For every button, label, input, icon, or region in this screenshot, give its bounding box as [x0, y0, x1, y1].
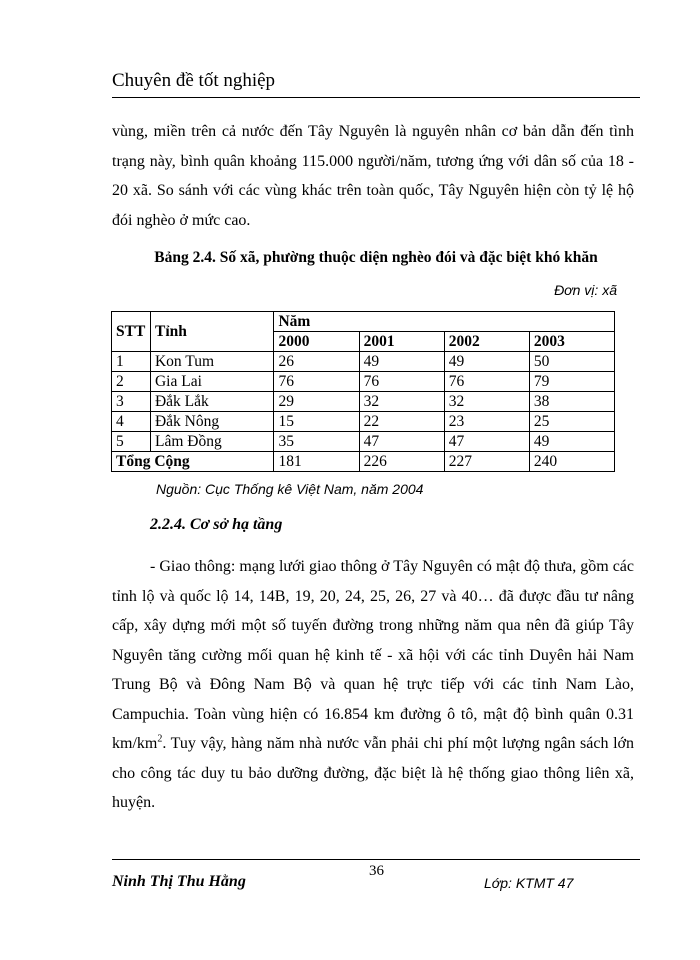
footer-divider	[112, 859, 640, 860]
table-row	[112, 372, 615, 392]
total-value: 226	[359, 452, 444, 472]
cell-stt: 1	[112, 352, 151, 372]
cell-value: 47	[444, 432, 529, 452]
cell-tinh: Đắk Lắk	[150, 392, 273, 412]
cell-value: 32	[444, 392, 529, 412]
header-year: 2000	[274, 332, 359, 352]
cell-value: 15	[274, 412, 359, 432]
page-number: 36	[369, 863, 384, 879]
paragraph-transport-text-end: . Tuy vậy, hàng năm nhà nước vẫn phải chi phí một lượng ngân sách lớn cho công tác duy tu bảo dưỡng đường, đặc biệt là hệ thống giao thông liên xã, huyện.	[112, 735, 634, 811]
cell-value: 76	[444, 372, 529, 392]
total-label: Tổng Cộng	[112, 452, 274, 472]
table-unit: Đơn vị: xã	[554, 282, 617, 298]
footer-class: Lớp: KTMT 47	[484, 875, 574, 891]
page-header-title: Chuyên đề tốt nghiệp	[112, 70, 276, 91]
cell-tinh: Lâm Đồng	[150, 432, 273, 452]
header-year: 2002	[444, 332, 529, 352]
cell-tinh: Gia Lai	[150, 372, 273, 392]
paragraph-transport-text: - Giao thông: mạng lưới giao thông ở Tây Nguyên có mật độ thưa, gồm các tỉnh lộ và quốc lộ 14, 14B, 19, 20, 24, 25, 26, 27 và 40… đã được đầu tư nâng cấp, xây dựng mới một số tuyến đường trong những năm qua nên đã giúp Tây Nguyên tăng cường mối quan hệ kinh tế - xã hội với các tỉnh Duyên hải Nam Trung Bộ và Đông Nam Bộ và quan hệ trực tiếp với các tỉnh Nam Lào, Campuchia. Toàn vùng hiện có 16.854 km đường ô tô, mật độ bình quân 0.31 km/km	[112, 558, 634, 752]
footer-author: Ninh Thị Thu Hằng	[112, 873, 246, 890]
cell-stt: 3	[112, 392, 151, 412]
poverty-communes-table	[111, 311, 615, 472]
table-row	[112, 432, 615, 452]
cell-value: 47	[359, 432, 444, 452]
cell-value: 35	[274, 432, 359, 452]
table-row	[112, 412, 615, 432]
table-caption: Bảng 2.4. Số xã, phường thuộc diện nghèo đói và đặc biệt khó khăn	[154, 249, 598, 266]
cell-value: 38	[529, 392, 614, 412]
paragraph-transport	[112, 552, 634, 818]
total-value: 181	[274, 452, 359, 472]
total-value: 227	[444, 452, 529, 472]
cell-stt: 4	[112, 412, 151, 432]
header-year: 2003	[529, 332, 614, 352]
cell-value: 76	[359, 372, 444, 392]
header-tinh: Tỉnh	[150, 312, 273, 352]
cell-value: 49	[444, 352, 529, 372]
table-row	[112, 352, 615, 372]
header-nam: Năm	[274, 312, 615, 332]
section-heading: 2.2.4. Cơ sở hạ tầng	[150, 516, 283, 533]
cell-value: 79	[529, 372, 614, 392]
cell-value: 49	[529, 432, 614, 452]
header-year: 2001	[359, 332, 444, 352]
paragraph-intro: vùng, miền trên cả nước đến Tây Nguyên là nguyên nhân cơ bản dẫn đến tình trạng này, bình quân khoảng 115.000 người/năm, tương ứng với dân số của 18 - 20 xã. So sánh với các vùng khác trên toàn quốc, Tây Nguyên hiện còn tỷ lệ hộ đói nghèo ở mức cao.	[112, 123, 634, 229]
cell-tinh: Kon Tum	[150, 352, 273, 372]
table-row	[112, 392, 615, 412]
table-header-row	[112, 312, 615, 332]
cell-value: 32	[359, 392, 444, 412]
table-source: Nguồn: Cục Thống kê Việt Nam, năm 2004	[156, 481, 424, 497]
cell-value: 76	[274, 372, 359, 392]
header-divider	[112, 97, 640, 98]
cell-stt: 5	[112, 432, 151, 452]
cell-stt: 2	[112, 372, 151, 392]
cell-value: 26	[274, 352, 359, 372]
cell-value: 50	[529, 352, 614, 372]
cell-value: 25	[529, 412, 614, 432]
table-total-row	[112, 452, 615, 472]
total-value: 240	[529, 452, 614, 472]
cell-value: 49	[359, 352, 444, 372]
cell-value: 23	[444, 412, 529, 432]
header-stt: STT	[112, 312, 151, 352]
superscript-two: 2	[157, 733, 163, 745]
cell-tinh: Đắk Nông	[150, 412, 273, 432]
cell-value: 29	[274, 392, 359, 412]
cell-value: 22	[359, 412, 444, 432]
